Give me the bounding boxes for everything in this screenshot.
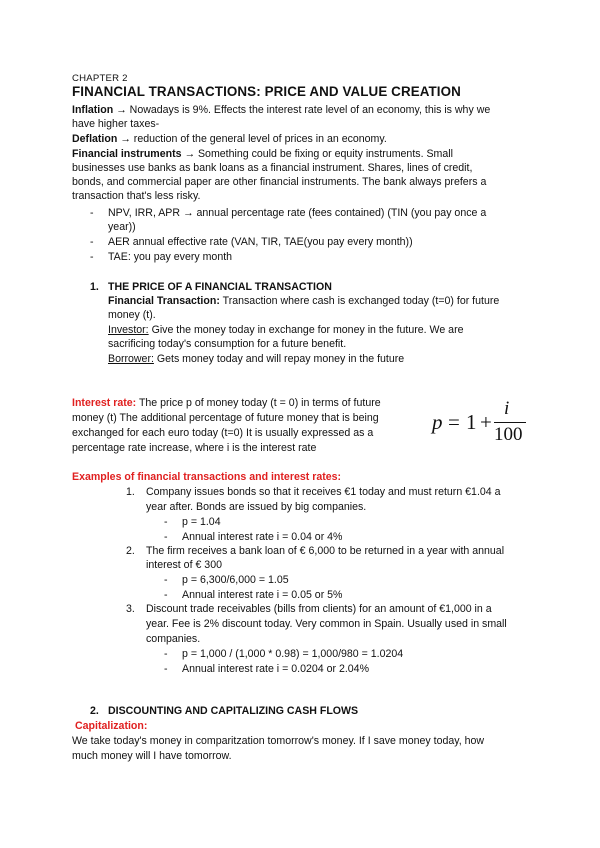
formula-numerator: i — [504, 398, 510, 419]
instruments-text-4: transaction that's less risky. — [72, 190, 201, 202]
borrower-text: Gets money today and will repay money in the future — [153, 353, 405, 365]
examples-heading: Examples of financial transactions and interest rates: — [72, 471, 342, 483]
bullet-dash: - — [164, 589, 168, 601]
example-1-text: Company issues bonds so that it receives €1 today and must return €1.04 a — [146, 486, 501, 498]
interest-rate-line — [72, 397, 381, 410]
section-2-number: 2. — [90, 705, 99, 717]
example-3-number: 3. — [126, 603, 135, 615]
example-2-sub-2: Annual interest rate i = 0.05 or 5% — [182, 589, 343, 601]
bullet-npv: NPV, IRR, APR → annual percentage rate (fees contained) (TIN (you pay once a — [108, 207, 487, 219]
example-3-sub-1: p = 1,000 / (1,000 * 0.98) = 1,000/980 = 1.0204 — [182, 648, 404, 660]
bullet-dash: - — [164, 531, 168, 543]
formula-plus: + — [480, 410, 492, 434]
capitalization-text-2: much money will I have tomorrow. — [72, 750, 232, 762]
example-2-sub-1: p = 6,300/6,000 = 1.05 — [182, 574, 289, 586]
interest-rate-text-2: money (t) The additional percentage of future money that is being — [72, 412, 379, 424]
example-3-sub-2: Annual interest rate i = 0.0204 or 2.04% — [182, 663, 369, 675]
bullet-dash: - — [164, 663, 168, 675]
formula-denominator: 100 — [494, 424, 523, 445]
page-title: FINANCIAL TRANSACTIONS: PRICE AND VALUE CREATION — [72, 84, 461, 99]
bullet-aer: AER annual effective rate (VAN, TIR, TAE(you pay every month)) — [108, 236, 413, 248]
example-1-number: 1. — [126, 486, 135, 498]
bullet-dash: - — [164, 574, 168, 586]
bullet-tae: TAE: you pay every month — [108, 251, 233, 263]
instruments-text: → Something could be fixing or equity instruments. Small — [181, 148, 453, 160]
bullet-dash: - — [90, 207, 94, 219]
interest-rate-text: The price p of money today (t = 0) in terms of future — [136, 397, 381, 409]
instruments-term: Financial instruments — [72, 148, 182, 160]
example-3-text: Discount trade receivables (bills from clients) for an amount of €1,000 in a — [146, 603, 492, 615]
instruments-text-2: businesses use banks as bank loans as a financial instrument. Shares, lines of credit, — [72, 162, 473, 174]
inflation-line — [72, 104, 490, 117]
section-1-number: 1. — [90, 281, 99, 293]
example-3-text-2: year. Fee is 2% discount today. Very common in Spain. Usually used in small — [146, 618, 507, 630]
bullet-dash: - — [164, 648, 168, 660]
inflation-text: → Nowadays is 9%. Effects the interest rate level of an economy, this is why we — [113, 104, 491, 116]
borrower-term: Borrower: — [108, 353, 154, 365]
deflation-text: → reduction of the general level of prices in an economy. — [117, 133, 387, 145]
example-2-text: The firm receives a bank loan of € 6,000 to be returned in a year with annual — [146, 545, 505, 557]
example-1-text-2: year after. Bonds are issued by big companies. — [146, 501, 367, 513]
deflation-term: Deflation — [72, 133, 118, 145]
example-3-text-3: companies. — [146, 633, 201, 645]
deflation-line — [72, 133, 387, 146]
example-1-sub-1: p = 1.04 — [182, 516, 221, 528]
interest-rate-text-4: percentage rate increase, where i is the interest rate — [72, 442, 317, 454]
chapter-label: CHAPTER 2 — [72, 73, 128, 84]
inflation-text-2: have higher taxes- — [72, 118, 160, 130]
bullet-dash: - — [90, 236, 94, 248]
example-1-sub-2: Annual interest rate i = 0.04 or 4% — [182, 531, 343, 543]
example-2-number: 2. — [126, 545, 135, 557]
formula-equals: = — [448, 410, 460, 434]
capitalization-term: Capitalization: — [75, 720, 148, 732]
interest-rate-term: Interest rate: — [72, 397, 137, 409]
financial-transaction-line — [108, 295, 499, 308]
financial-transaction-term: Financial Transaction: — [108, 295, 220, 307]
borrower-line — [108, 353, 404, 366]
inflation-term: Inflation — [72, 104, 114, 116]
capitalization-text: We take today's money in comparitzation tomorrow's money. If I save money today, how — [72, 735, 485, 747]
bullet-dash: - — [90, 251, 94, 263]
section-1-heading: THE PRICE OF A FINANCIAL TRANSACTION — [108, 281, 332, 293]
formula-one: 1 — [466, 410, 477, 434]
formula-p: p — [432, 410, 443, 434]
investor-text: Give the money today in exchange for money in the future. We are — [148, 324, 464, 336]
investor-text-2: sacrificing today's consumption for a future benefit. — [108, 338, 347, 350]
bullet-dash: - — [164, 516, 168, 528]
investor-term: Investor: — [108, 324, 149, 336]
example-2-text-2: interest of € 300 — [146, 559, 222, 571]
formula-fraction-bar — [494, 422, 526, 423]
instruments-text-3: bonds, and commercial paper are other financial instruments. The bank always prefers a — [72, 176, 487, 188]
investor-line — [108, 324, 464, 337]
financial-transaction-text-2: money (t). — [108, 309, 156, 321]
interest-rate-text-3: exchanged for each euro today (t=0) It is usually expressed as a — [72, 427, 374, 439]
section-2-heading: DISCOUNTING AND CAPITALIZING CASH FLOWS — [108, 705, 359, 717]
instruments-line — [72, 148, 453, 161]
interest-formula — [432, 398, 532, 444]
financial-transaction-text: Transaction where cash is exchanged today (t=0) for future — [219, 295, 500, 307]
bullet-npv-cont: year)) — [108, 221, 136, 233]
